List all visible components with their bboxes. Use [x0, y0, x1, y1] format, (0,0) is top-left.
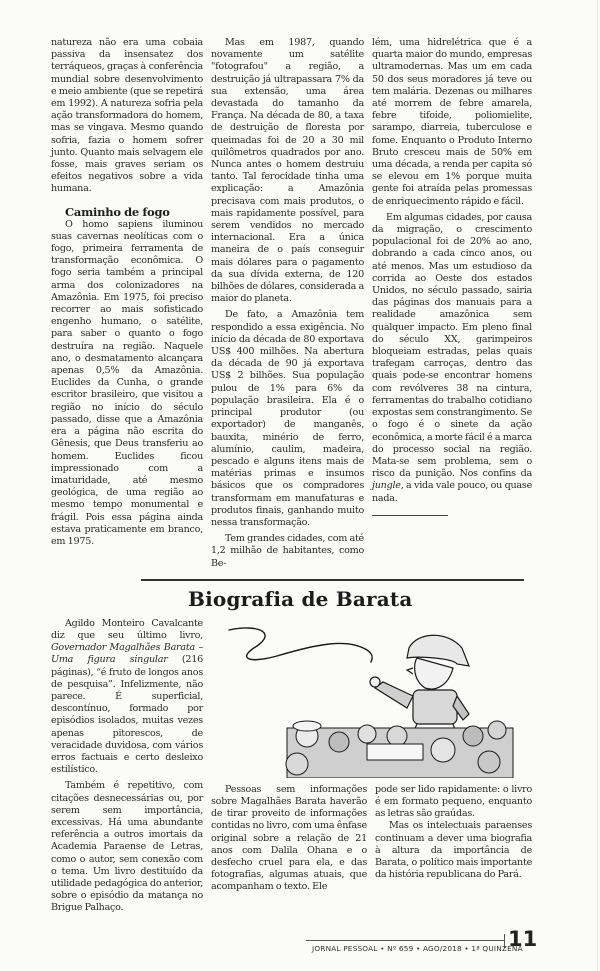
article1-column-2 [211, 37, 364, 570]
section-divider [141, 579, 524, 581]
article2-right-block [211, 618, 532, 894]
paragraph: Pessoas sem informações sobre Magalhães Barata haverão de tirar proveito de informações contidas no livro, com uma ênfase original sobre a relação de 21 anos com Dalila Ohana e o desfecho cruel para ela, e das fotografias, algumas atuais, que acompanham o texto. Ele [211, 783, 367, 893]
paragraph: Tem grandes cidades, com até 1,2 milhão de habitantes, como Be- [211, 533, 364, 569]
paragraph [372, 212, 532, 505]
book-title: Governador Magalhães Barata – Uma figura singular [51, 642, 203, 666]
paragraph-text: (216 páginas), “é fruto de longos anos de pesquisa”. Infelizmente, não parece. É superficial, descontínuo, formado por episódios isolados, muitas vezes apenas pitorescos, de veracidade duvidosa, com vários erros factuais e certo desleixo estilístico. [51, 654, 203, 776]
article2-column-1 [51, 618, 203, 915]
paragraph: lém, uma hidrelétrica que é a quarta maior do mundo, empresas ultramodernas. Mas um em cada 50 dos seus moradores já teve ou tem malária. Dezenas ou milhares até morrem de febre amarela, febre tifoide, poliomielite, sarampo, diarreia, tuberculose e fome. Enquanto o Produto Interno Bruto cresceu mais de 50% em uma década, a renda per capita só se elevou em 1% porque muita gente foi atraída pelas promessas de enriquecimento rápido e fácil. [372, 37, 532, 207]
footer-publication-info: JORNAL PESSOAL • Nº 659 • AGO/2018 • 1ª QUINZENA [312, 943, 523, 953]
subheading: Caminho de fogo [65, 204, 170, 219]
italic-word: jungle [372, 480, 401, 492]
section-divider-row [51, 576, 540, 584]
paragraph: O homo sapiens iluminou suas cavernas neolíticas com o fogo, primeira ferramenta de transformação econômica. O fogo seria também a principal arma dos colonizadores na Amazônia. Em 1975, foi preciso recorrer ao mais sofisticado engenho humano, o satélite, para saber o quanto o fogo destruíra na região. Naquele ano, o desmatamento alcançara apenas 0,5% da Amazônia. Euclides da Cunha, o grande escritor brasileiro, que visitou a região no início do século passado, disse que a Amazônia era a página não escrita do Gênesis, que Deus transferiu ao homem. Euclides ficou impressionado com a imaturidade, até mesmo geológica, de uma região ao mesmo tempo monumental e frágil. Pois essa página ainda estava praticamente em branco, em 1975. [51, 218, 203, 547]
whip [229, 628, 372, 662]
footer-rule [306, 940, 504, 941]
crowd [286, 721, 513, 778]
paragraph-text: Em algumas cidades, por causa da migração, o crescimento populacional foi de 20% ao ano, dobrando a cada cinco anos, ou até menos. Mas um estudioso da corrida ao Oeste dos estados Unidos, no século passado, sairia das páginas dos manuais para a realidade amazônica sem qualquer impacto. Em pleno final do século XX, garimpeiros bloqueiam estradas, pelas quais trafegam carroças, dentro das quais pode-se encontrar homens com revólveres 38 na cintura, ferramentas do trabalho cotidiano expostas sem constrangimento. Se o fogo é o sinete da ação econômica, a morte fácil é a marca do processo social na região. Mata-se sem problema, sem o risco da punição. Nos confins da [372, 211, 532, 480]
paragraph-text: Agildo Monteiro Cavalcante diz que seu último livro, [51, 617, 203, 641]
paragraph: pode ser lido rapidamente: o livro é em formato pequeno, enquanto as letras são graúdas. [375, 783, 532, 820]
article-end-rule [372, 515, 448, 516]
caricature-illustration [217, 618, 517, 778]
article2-lower-columns [211, 784, 532, 894]
article1-column-1 [51, 37, 203, 548]
footer [51, 927, 540, 957]
paragraph: Mas em 1987, quando novamente um satélite "fotografou" a região, a destruição já ultrapassara 7% da sua extensão, uma área devastada do tamanho da França. Na década de 80, a taxa de destruição de floresta por queimadas foi de 20 a 30 mil quilômetros quadrados por ano. Nunca antes o homem destruiu tanto. Tal ferocidade tinha uma explicação: a Amazônia precisava com mais produtos, o mais rapidamente possível, para serem vendidos no mercado internacional. Era a única maneira de o país conseguir mais dólares para o pagamento da sua dívida externa, de 120 bilhões de dólares, considerada a maior do planeta. [211, 37, 364, 305]
paragraph: Também é repetitivo, com citações desnecessárias ou, por serem sem importância, excessivas. Há uma abundante referência a outros imortais da Academia Paraense de Letras, como o autor, sem conexão com o tema. Um livro destituído da utilidade pedagógica do anterior, sobre o episódio da matança no Brigue Palhaço. [51, 780, 203, 914]
paragraph: De fato, a Amazônia tem respondido a essa exigência. No início da década de 80 exportava US$ 400 milhões. Na abertura da década de 90 já exportava US$ 2 bilhões. Sua população pulou de 1% para 6% da população brasileira. Ela é o principal produtor (ou exportador) de manganês, bauxita, minério de ferro, alumínio, caulim, madeira, pescado e alguns itens mais de matérias primas e insumos básicos que os compradores transformam em manufaturas e produtos finais, ganhando muito nessa transformação. [211, 309, 364, 528]
article1 [51, 37, 540, 570]
page-number: 11 [508, 926, 538, 951]
paragraph-text: , a vida vale pouco, ou quase nada. [372, 480, 532, 504]
paragraph: natureza não era uma cobaia passiva da insensatez dos terráqueos, graças à conferência mundial sobre desenvolvimento e meio ambiente (que se repetirá em 1992). A natureza sofria pela ação transformadora do homem, mas se vingava. Mesmo quando sofria, fazia o homem sofrer junto. Quanto mais selvagem ele fosse, mais graves seriam os efeitos negativos sobre a vida humana. [51, 37, 203, 195]
article2-column-3 [375, 784, 532, 882]
headline: Biografia de Barata [188, 586, 413, 611]
article1-column-3 [372, 37, 532, 516]
paragraph [51, 618, 203, 777]
paragraph: Mas os intelectuais paraenses continuam a dever uma biografia à altura da importância de Barata, o político mais importante da história republicana do Pará. [375, 820, 532, 881]
article2 [51, 618, 540, 915]
article2-column-2 [211, 784, 367, 894]
